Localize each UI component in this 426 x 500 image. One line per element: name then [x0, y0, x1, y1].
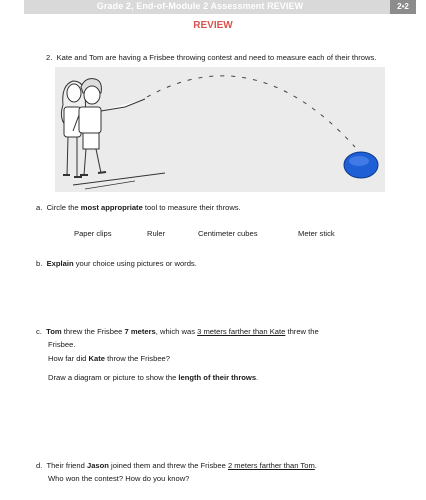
- part-c-question-2: [48, 372, 258, 383]
- part-c-text-3: threw the: [285, 327, 319, 336]
- part-d-line-1: [36, 460, 317, 471]
- part-b-text: your choice using pictures or words.: [73, 259, 197, 268]
- frisbee-illustration: [55, 67, 385, 192]
- part-c-text-2: , which was: [155, 327, 198, 336]
- part-a-letter: a.: [36, 203, 43, 212]
- part-d-text-2: joined them and threw the Frisbee: [108, 461, 228, 470]
- part-c-q2-emphasis: length of their throws: [178, 373, 257, 382]
- header-title: Grade 2, End-of-Module 2 Assessment REVIEW: [96, 1, 304, 11]
- part-c-q2-text-1: Draw a diagram or picture to show the: [48, 373, 179, 382]
- review-label: REVIEW: [193, 20, 233, 31]
- question-number: 2.: [46, 53, 53, 62]
- part-c-letter: c.: [36, 327, 42, 336]
- part-d-jason: Jason: [86, 461, 109, 470]
- part-a-text-2: tool to measure their throws.: [142, 203, 241, 212]
- part-c-q2-text-2: .: [256, 373, 259, 382]
- part-c-line-1: [36, 326, 319, 337]
- part-b-letter: b.: [36, 259, 43, 268]
- part-a-instruction: [36, 202, 241, 213]
- part-c-q1-text-2: throw the Frisbee?: [105, 354, 170, 363]
- part-c-distance: 7 meters: [124, 327, 156, 336]
- part-d-comparison: 2 meters farther than Tom: [227, 461, 315, 470]
- frisbee-scene-drawing: [55, 67, 385, 192]
- frisbee-highlight: [349, 156, 369, 166]
- tool-option-paper-clips[interactable]: Paper clips: [74, 229, 112, 238]
- tom-figure: [73, 79, 145, 175]
- part-c-text-1: threw the Frisbee: [61, 327, 125, 336]
- part-b-emphasis: Explain: [46, 259, 74, 268]
- part-c-q1-kate: Kate: [88, 354, 105, 363]
- module-badge: 2•2: [390, 0, 416, 14]
- part-c-comparison: 3 meters farther than Kate: [197, 327, 286, 336]
- part-c-q1-text-1: How far did: [48, 354, 89, 363]
- part-b-instruction: [36, 258, 197, 269]
- part-c-question-1: [48, 353, 170, 364]
- tool-option-meter-stick[interactable]: Meter stick: [298, 229, 335, 238]
- tool-option-centimeter-cubes[interactable]: Centimeter cubes: [198, 229, 258, 238]
- part-d-text-3: .: [314, 461, 317, 470]
- throw-arc: [147, 76, 355, 147]
- question-prompt: [46, 52, 376, 63]
- part-d-line-2: Who won the contest? How do you know?: [48, 474, 190, 483]
- part-a-text-1: Circle the: [46, 203, 81, 212]
- part-a-emphasis: most appropriate: [80, 203, 143, 212]
- part-c-line-2: Frisbee.: [48, 340, 76, 349]
- part-d-text-1: Their friend: [46, 461, 87, 470]
- part-d-letter: d.: [36, 461, 43, 470]
- page-header: [24, 0, 416, 14]
- tool-option-ruler[interactable]: Ruler: [147, 229, 166, 238]
- part-c-tom: Tom: [46, 327, 62, 336]
- question-text: Kate and Tom are having a Frisbee throwing contest and need to measure each of their throws.: [56, 53, 377, 62]
